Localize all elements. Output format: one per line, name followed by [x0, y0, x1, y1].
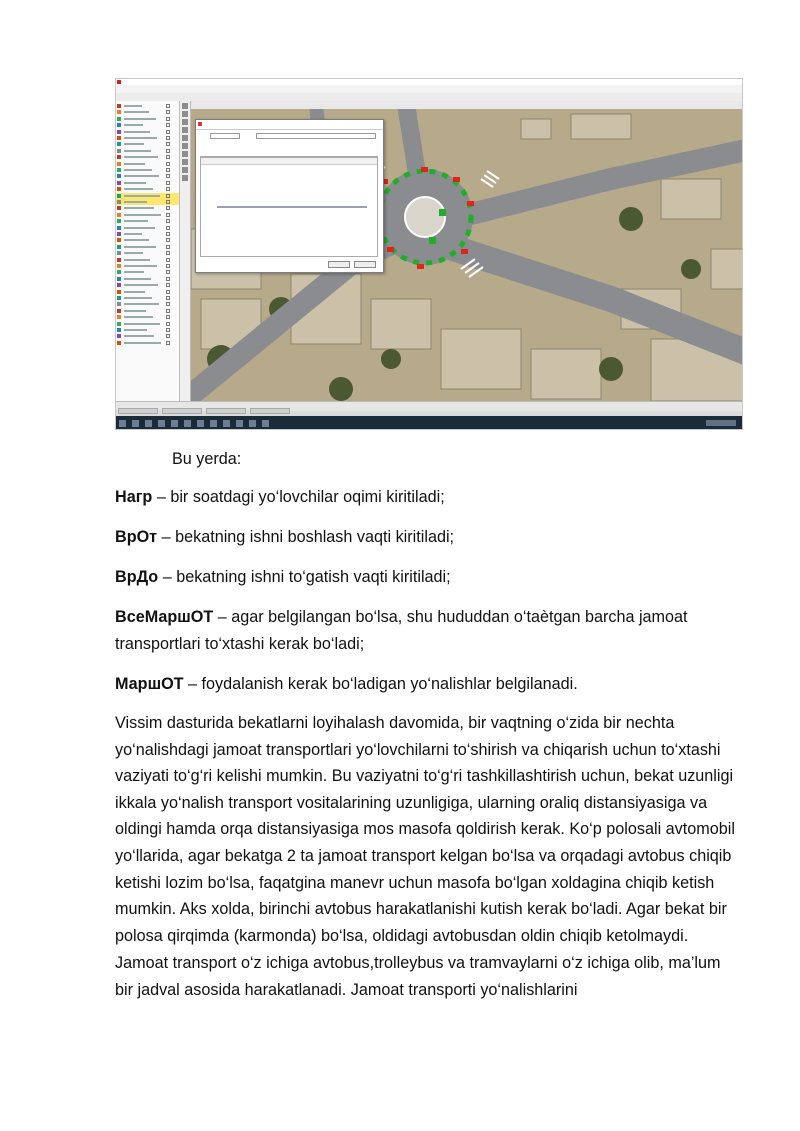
side-tools — [180, 101, 191, 401]
visibility-checkbox[interactable] — [166, 290, 170, 294]
network-object-row[interactable] — [116, 122, 179, 128]
visibility-checkbox[interactable] — [166, 341, 170, 345]
definition-item — [115, 671, 740, 698]
network-object-row[interactable] — [116, 103, 179, 109]
object-type-icon — [117, 296, 121, 300]
visibility-checkbox[interactable] — [166, 264, 170, 268]
network-object-row[interactable] — [116, 231, 179, 237]
definition-item — [115, 524, 740, 551]
visibility-checkbox[interactable] — [166, 174, 170, 178]
dialog-grid — [200, 157, 378, 257]
visibility-checkbox[interactable] — [166, 277, 170, 281]
object-type-icon — [117, 219, 121, 223]
object-row-label — [124, 124, 143, 126]
visibility-checkbox[interactable] — [166, 334, 170, 338]
object-type-icon — [117, 194, 121, 198]
object-type-icon — [117, 302, 121, 306]
object-type-icon — [117, 283, 121, 287]
object-type-icon — [117, 149, 121, 153]
visibility-checkbox[interactable] — [166, 258, 170, 262]
object-row-label — [124, 105, 142, 107]
network-object-row[interactable] — [116, 205, 179, 211]
windows-taskbar — [116, 416, 742, 430]
definition-text: – agar belgilangan bo‘lsa, shu hududdan o‘taètgan barcha jamoat transportlari to‘xtashi kerak bo‘ladi; — [115, 608, 688, 653]
visibility-checkbox[interactable] — [166, 206, 170, 210]
dialog-ok-button[interactable] — [328, 261, 350, 268]
definition-term: МаршОТ — [115, 675, 184, 693]
object-row-label — [124, 131, 150, 133]
object-type-icon — [117, 213, 121, 217]
dialog-name-field[interactable] — [256, 133, 376, 139]
object-row-label — [124, 271, 144, 273]
object-type-icon — [117, 181, 121, 185]
network-object-row[interactable] — [116, 199, 179, 205]
object-type-icon — [117, 258, 121, 262]
network-object-row[interactable] — [116, 193, 179, 199]
object-type-icon — [117, 123, 121, 127]
object-row-label — [124, 252, 143, 254]
visibility-checkbox[interactable] — [166, 251, 170, 255]
object-row-label — [124, 150, 151, 152]
definition-term: Нагр — [115, 488, 153, 506]
dialog-tabs — [200, 150, 378, 157]
app-menubar — [116, 85, 742, 93]
visibility-checkbox[interactable] — [166, 162, 170, 166]
network-object-row[interactable] — [116, 282, 179, 288]
object-row-label — [124, 207, 154, 209]
object-type-icon — [117, 341, 121, 345]
body-paragraph: Jamoat transport o‘z ichiga avtobus,trolleybus va tramvaylarni o‘z ichiga olib, ma’lum bir jadval asosida harakatlanadi. Jamoat transporti yo‘nalishlarini — [115, 954, 721, 999]
visibility-checkbox[interactable] — [166, 238, 170, 242]
visibility-checkbox[interactable] — [166, 136, 170, 140]
network-object-row[interactable] — [116, 167, 179, 173]
object-type-icon — [117, 117, 121, 121]
network-object-row[interactable] — [116, 180, 179, 186]
object-type-icon — [117, 270, 121, 274]
object-row-label — [124, 291, 145, 293]
dialog-number-field[interactable] — [210, 133, 240, 139]
network-object-row[interactable] — [116, 257, 179, 263]
object-type-icon — [117, 110, 121, 114]
definition-item — [115, 484, 740, 511]
network-object-row[interactable] — [116, 308, 179, 314]
visibility-checkbox[interactable] — [166, 302, 170, 306]
visibility-checkbox[interactable] — [166, 155, 170, 159]
network-object-row[interactable] — [116, 333, 179, 339]
object-row-label — [124, 265, 157, 267]
object-row-label — [124, 259, 150, 261]
object-type-icon — [117, 251, 121, 255]
visibility-checkbox[interactable] — [166, 315, 170, 319]
network-object-row[interactable] — [116, 212, 179, 218]
taskbar-clock — [706, 420, 736, 426]
visibility-checkbox[interactable] — [166, 200, 170, 204]
definition-text: – bekatning ishni to‘gatish vaqti kiritiladi; — [158, 568, 451, 586]
body-paragraph: Vissim dasturida bekatlarni loyihalash davomida, bir vaqtning o‘zida bir nechta yo‘nalishdagi jamoat transportlari yo‘lovchilarni to‘shirish va chiqarish uchun to‘xtashi vaziyati to‘g‘ri kelishi mumkin. Bu vaziyatni to‘g‘ri tashkillashtirish uchun, bekat uzunligi ikkala yo‘nalish transport vositalarining uzunligiga, ularning oraliq distansiyasiga va oldingi hamda orqa distansiyasiga mos masofa qoldirish kerak. Ko‘p polosali avtomobil yo‘llarida, agar bekatga 2 ta jamoat transport kelgan bo‘lsa va orqadagi avtobus chiqib ketishi lozim bo‘lsa, faqatgina manevr uchun masofa bo‘lgan xoldagina chiqib ketish mumkin. Aks xolda, birinchi avtobus harakatlanishi kutish kerak bo‘ladi. Agar bekat bir polosa qirqimda (karmonda) bo‘lsa, oldidagi avtobusdan oldin chiqib ketolmaydi. — [115, 714, 735, 945]
network-object-row[interactable] — [116, 225, 179, 231]
object-row-label — [124, 118, 156, 120]
object-type-icon — [117, 277, 121, 281]
object-type-icon — [117, 187, 121, 191]
object-type-icon — [117, 245, 121, 249]
object-row-label — [124, 310, 146, 312]
network-object-row[interactable] — [116, 135, 179, 141]
network-object-row[interactable] — [116, 186, 179, 192]
object-row-label — [124, 175, 159, 177]
visibility-checkbox[interactable] — [166, 213, 170, 217]
network-object-row[interactable] — [116, 301, 179, 307]
object-type-icon — [117, 309, 121, 313]
network-object-row[interactable] — [116, 141, 179, 147]
network-object-row[interactable] — [116, 173, 179, 179]
definition-item — [115, 604, 740, 657]
network-object-row[interactable] — [116, 250, 179, 256]
object-row-label — [124, 111, 149, 113]
definition-text: – bir soatdagi yo‘lovchilar oqimi kiritiladi; — [152, 488, 445, 506]
object-type-icon — [117, 142, 121, 146]
object-row-label — [124, 214, 161, 216]
visibility-checkbox[interactable] — [166, 123, 170, 127]
object-type-icon — [117, 168, 121, 172]
vissim-screenshot — [115, 78, 743, 430]
object-row-label — [124, 303, 159, 305]
object-row-label — [124, 239, 149, 241]
visibility-checkbox[interactable] — [166, 194, 170, 198]
definition-term: ВсеМаршОТ — [115, 608, 214, 626]
network-object-row[interactable] — [116, 276, 179, 282]
object-row-label — [124, 246, 156, 248]
network-object-row[interactable] — [116, 321, 179, 327]
object-row-label — [124, 137, 157, 139]
visibility-checkbox[interactable] — [166, 245, 170, 249]
dialog-cancel-button[interactable] — [354, 261, 376, 268]
object-type-icon — [117, 206, 121, 210]
object-type-icon — [117, 322, 121, 326]
object-row-label — [124, 163, 145, 165]
object-type-icon — [117, 238, 121, 242]
object-row-label — [124, 201, 147, 203]
network-object-row[interactable] — [116, 314, 179, 320]
object-row-label — [124, 156, 158, 158]
object-row-label — [124, 220, 148, 222]
object-row-label — [124, 335, 154, 337]
object-type-icon — [117, 155, 121, 159]
visibility-checkbox[interactable] — [166, 104, 170, 108]
dialog-titlebar — [196, 120, 383, 130]
network-object-row[interactable] — [116, 244, 179, 250]
definition-term: ВрДо — [115, 568, 159, 586]
bottom-tabs — [116, 401, 742, 411]
visibility-checkbox[interactable] — [166, 322, 170, 326]
object-type-icon — [117, 174, 121, 178]
network-object-row[interactable] — [116, 116, 179, 122]
network-object-row[interactable] — [116, 237, 179, 243]
network-object-row[interactable] — [116, 109, 179, 115]
network-object-row[interactable] — [116, 263, 179, 269]
object-row-label — [124, 316, 153, 318]
object-type-icon — [117, 162, 121, 166]
definition-text: – foydalanish kerak bo‘ladigan yo‘nalishlar belgilanadi. — [183, 675, 578, 693]
object-row-label — [124, 329, 147, 331]
dialog-grid-message — [217, 206, 367, 208]
object-type-icon — [117, 328, 121, 332]
network-object-row[interactable] — [116, 161, 179, 167]
object-type-icon — [117, 104, 121, 108]
definition-text: – bekatning ishni boshlash vaqti kiritiladi; — [157, 528, 455, 546]
visibility-checkbox[interactable] — [166, 181, 170, 185]
object-type-icon — [117, 232, 121, 236]
object-row-label — [124, 342, 161, 344]
object-row-label — [124, 195, 160, 197]
definition-item — [115, 564, 740, 591]
network-object-row[interactable] — [116, 148, 179, 154]
visibility-checkbox[interactable] — [166, 296, 170, 300]
network-editor-toolbar — [191, 101, 743, 109]
object-row-label — [124, 188, 153, 190]
visibility-checkbox[interactable] — [166, 283, 170, 287]
visibility-checkbox[interactable] — [166, 226, 170, 230]
visibility-checkbox[interactable] — [166, 117, 170, 121]
definition-term: ВрОт — [115, 528, 158, 546]
network-object-row[interactable] — [116, 295, 179, 301]
object-row-label — [124, 227, 155, 229]
network-object-row[interactable] — [116, 129, 179, 135]
visibility-checkbox[interactable] — [166, 232, 170, 236]
intro-text: Bu yerda: — [172, 450, 242, 468]
visibility-checkbox[interactable] — [166, 149, 170, 153]
object-row-label — [124, 284, 158, 286]
visibility-checkbox[interactable] — [166, 219, 170, 223]
visibility-checkbox[interactable] — [166, 187, 170, 191]
object-type-icon — [117, 264, 121, 268]
visibility-checkbox[interactable] — [166, 309, 170, 313]
visibility-checkbox[interactable] — [166, 130, 170, 134]
visibility-checkbox[interactable] — [166, 270, 170, 274]
object-type-icon — [117, 200, 121, 204]
app-icon — [117, 80, 121, 84]
network-object-row[interactable] — [116, 327, 179, 333]
public-transport-stop-dialog — [195, 119, 384, 273]
network-objects-panel — [116, 101, 180, 401]
visibility-checkbox[interactable] — [166, 142, 170, 146]
network-object-row[interactable] — [116, 289, 179, 295]
object-row-label — [124, 297, 152, 299]
object-type-icon — [117, 334, 121, 338]
network-object-row[interactable] — [116, 269, 179, 275]
visibility-checkbox[interactable] — [166, 168, 170, 172]
object-type-icon — [117, 130, 121, 134]
network-object-row[interactable] — [116, 340, 179, 346]
object-row-label — [124, 278, 151, 280]
object-row-label — [124, 169, 152, 171]
object-type-icon — [117, 290, 121, 294]
visibility-checkbox[interactable] — [166, 110, 170, 114]
object-row-label — [124, 182, 146, 184]
network-object-row[interactable] — [116, 154, 179, 160]
object-row-label — [124, 233, 142, 235]
object-row-label — [124, 323, 160, 325]
object-row-label — [124, 143, 144, 145]
object-type-icon — [117, 315, 121, 319]
object-type-icon — [117, 226, 121, 230]
network-object-row[interactable] — [116, 218, 179, 224]
visibility-checkbox[interactable] — [166, 328, 170, 332]
object-type-icon — [117, 136, 121, 140]
dialog-grid-header — [201, 158, 377, 165]
